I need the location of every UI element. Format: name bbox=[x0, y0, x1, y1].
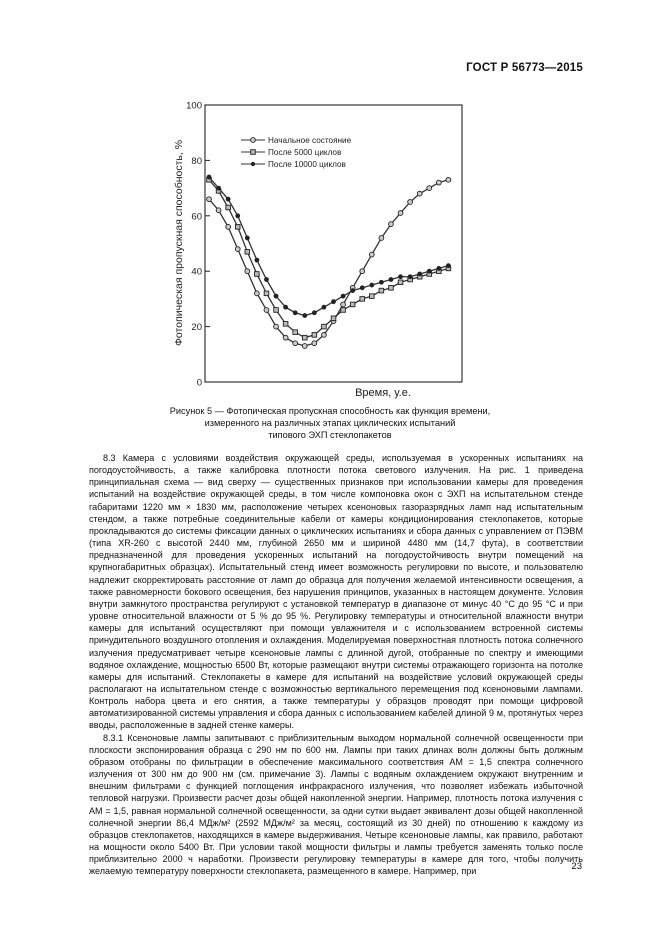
series-3-point bbox=[226, 197, 230, 201]
series-2-point bbox=[264, 291, 269, 296]
series-3-point bbox=[255, 258, 259, 262]
series-2-point bbox=[398, 280, 403, 285]
series-3-point bbox=[207, 175, 211, 179]
series-1-point bbox=[207, 197, 212, 202]
caption-line: Рисунок 5 — Фотопическая пропускная способность как функция времени, bbox=[169, 406, 491, 416]
series-1-point bbox=[389, 222, 394, 227]
series-3-point bbox=[398, 275, 402, 279]
chart-legend bbox=[241, 136, 352, 169]
series-1-point bbox=[398, 211, 403, 216]
series-3-point bbox=[389, 277, 393, 281]
legend-label-3: После 10000 циклов bbox=[268, 160, 346, 170]
y-tick-label: 40 bbox=[191, 266, 202, 278]
series-3-point bbox=[370, 283, 374, 287]
series-1-point bbox=[264, 308, 269, 313]
series-1-point bbox=[379, 236, 384, 241]
series-1-point bbox=[274, 324, 279, 329]
series-1-point bbox=[254, 291, 259, 296]
series-3-point bbox=[236, 214, 240, 218]
series-3-point bbox=[284, 305, 288, 309]
series-2-point bbox=[255, 272, 260, 277]
series-1-point bbox=[312, 341, 317, 346]
series-3-point bbox=[446, 264, 450, 268]
series-1-point bbox=[226, 224, 231, 229]
series-2-point bbox=[322, 324, 327, 329]
series-1-point bbox=[408, 200, 413, 205]
series-1-point bbox=[216, 208, 221, 213]
series-2-point bbox=[293, 330, 298, 335]
series-1-point bbox=[302, 344, 307, 349]
y-tick-label: 20 bbox=[191, 322, 202, 334]
series-2-point bbox=[379, 288, 384, 293]
series-2-point bbox=[389, 286, 394, 291]
series-1-point bbox=[436, 180, 441, 185]
series-3-point bbox=[264, 277, 268, 281]
series-lines bbox=[207, 175, 451, 348]
y-axis-ticks bbox=[186, 101, 210, 389]
series-2-point bbox=[312, 333, 317, 338]
legend-marker-1 bbox=[251, 138, 256, 143]
legend-label-2: После 5000 циклов bbox=[268, 148, 342, 158]
series-2-point bbox=[331, 316, 336, 321]
series-2-point bbox=[302, 335, 307, 340]
legend-marker-2 bbox=[251, 150, 256, 155]
series-3-point bbox=[408, 275, 412, 279]
figure-caption bbox=[120, 405, 540, 441]
series-3-point bbox=[293, 311, 297, 315]
transmittance-chart bbox=[160, 92, 480, 402]
series-2-point bbox=[245, 250, 250, 255]
series-1-point bbox=[293, 341, 298, 346]
y-tick-label: 80 bbox=[191, 155, 202, 167]
series-1-point bbox=[446, 177, 451, 182]
series-1-point bbox=[322, 333, 327, 338]
y-tick-label: 60 bbox=[191, 211, 202, 223]
series-1-point bbox=[369, 252, 374, 257]
paragraph-8-3-1: 8.3.1 Ксеноновые лампы запитывают с приблизительным выходом нормальной солнечной освещенности при плоскости экспонирования образца с 290 нм по 600 нм. Лампы при таких длинах волн должны быть должным образом отобраны по фильтрации в обеспечение максимального соответствия AM = 1,5 спектра солнечного излучения от 300 нм до 900 нм (см. примечание 3). Лампы с водяным охлаждением окружают внутренним и внешним фильтрами с функцией поглощения инфракрасного излучения, что позволяет избежать избыточной тепловой нагрузки. Произвести расчет дозы общей накопленной энергии. Например, плотность потока излучения с AM = 1,5, равная нормальной солнечной освещенности, за одни сутки выдает эквивалент дозы общей накопленной солнечной энергии 86,4 МДж/м² (2592 МДж/м² за месяц, состоящий из 30 дней) по отношению к каждому из образцов стеклопакетов, находящихся в камере выдерживания. Четыре ксеноновые лампы, как правило, работают на мощности около 5400 Вт. При условии такой мощности фильтры и лампы требуется заменять только после приблизительно 2000 ч наработки. Произвести регулировку температуры в камере для того, чтобы получить желаемую температуру поверхности стеклопакета, размещенного в камере. Например, при bbox=[89, 732, 583, 877]
series-1-point bbox=[417, 191, 422, 196]
legend-label-1: Начальное состояние bbox=[268, 136, 352, 146]
series-2-point bbox=[274, 308, 279, 313]
series-3-point bbox=[274, 294, 278, 298]
x-axis-label: Время, у.е. bbox=[355, 387, 411, 399]
y-tick-label: 0 bbox=[196, 377, 202, 389]
series-1-point bbox=[360, 269, 365, 274]
series-2-point bbox=[226, 205, 231, 210]
series-2-point bbox=[370, 294, 375, 299]
series-1-point bbox=[245, 269, 250, 274]
y-tick-label: 100 bbox=[186, 100, 202, 112]
body-text bbox=[89, 452, 583, 877]
series-1-point bbox=[427, 186, 432, 191]
series-2-point bbox=[350, 302, 355, 307]
caption-line: типового ЭХП стеклопакетов bbox=[268, 430, 392, 440]
series-1-point bbox=[341, 302, 346, 307]
series-3-point bbox=[360, 286, 364, 290]
series-3-point bbox=[418, 272, 422, 276]
series-3-point bbox=[303, 313, 307, 317]
series-3-point bbox=[312, 311, 316, 315]
document-header: ГОСТ Р 56773—2015 bbox=[466, 62, 583, 74]
series-3-point bbox=[379, 280, 383, 284]
series-1-point bbox=[283, 335, 288, 340]
series-2-point bbox=[341, 308, 346, 313]
series-2-point bbox=[235, 225, 240, 230]
caption-line: измеренного на различных этапах циклических испытаний bbox=[204, 418, 456, 428]
series-3-point bbox=[341, 294, 345, 298]
series-3-point bbox=[331, 300, 335, 304]
series-3-point bbox=[437, 266, 441, 270]
page-number: 23 bbox=[571, 861, 582, 872]
series-1-point bbox=[235, 247, 240, 252]
series-2-point bbox=[360, 297, 365, 302]
series-3-point bbox=[322, 305, 326, 309]
legend-marker-3 bbox=[251, 162, 255, 166]
series-3-point bbox=[351, 288, 355, 292]
series-2-point bbox=[283, 322, 288, 327]
series-line-1 bbox=[209, 180, 448, 346]
series-3-point bbox=[216, 186, 220, 190]
y-axis-label: Фотопическая пропускная способность, % bbox=[173, 139, 185, 347]
paragraph-8-3: 8.3 Камера с условиями воздействия окружающей среды, используемая в ускоренных испытаниях на погодоустойчивость, а также калибровка плотности потока светового излучения. На рис. 1 приведена принципиальная схема — вид сверху — существенных признаков при использовании камеры для проведения испытаний на воздействие окружающей среды, в том числе компоновка окон с ЭХП на испытательном стенде габаритами 1220 мм × 1830 мм, расположение четырех ксеноновых газоразрядных ламп над испытательным стендом, а также потребные соединительные кабели от камеры кондиционирования стеклопакетов, которые прокладываются до системы фиксации данных о циклических испытаниях и сбора данных с управлением от ПЭВМ (типа XR-260 с высотой 2440 мм, глубиной 2650 мм и шириной 4480 мм (14,7 фута), в соответствии предназначенной для проведения ускоренных испытаний на погодоустойчивость внутри помещений на крупногабаритных образцах). Испытательный стенд имеет возможность регулировки по высоте, и пользователю надлежит скорректировать расстояние от ламп до образца для получения желаемой интенсивности освещения, а также равномерности бокового освещения, без нарушения принципов, указанных в настоящем документе. Условия внутри замкнутого пространства регулируют с установкой температур в диапазоне от минус 40 °С до 95 °С и при уровне относительной влажности от 5 % до 95 %. Регулировку температуры и относительной влажности внутри камеры для испытаний осуществляют при помощи увлажнителя и с использованием встроенной системы принудительного воздушного отопления и охлаждения. Моделируемая поверхностная плотность потока солнечного излучения предусматривает четыре ксеноновые лампы с длинной дугой, отобранные по спектру и имеющими водяное охлаждение, мощностью 6500 Вт, которые размещают внутри системы отражающего горизонта на потолке камеры для испытаний. Стеклопакеты в камере для испытаний на воздействие условий окружающей среды располагают на испытательном стенде с возможностью вертикального перемещения под ксеноновыми лампами. Контроль набора цвета и его снятия, а также температуры у образцов проводят при помощи цифровой автоматизированной системы управления и сбора данных с использованием кабелей длиной 9 м, протянутых через вводы, расположенные в задней стенке камеры. bbox=[89, 453, 583, 731]
series-3-point bbox=[427, 269, 431, 273]
series-3-point bbox=[245, 236, 249, 240]
